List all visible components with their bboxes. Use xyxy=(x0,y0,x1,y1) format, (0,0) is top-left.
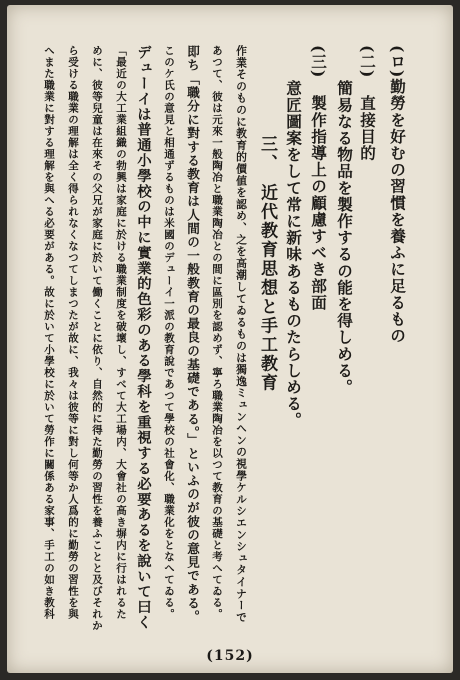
text-column: 簡易なる物品を製作するの能を得しめる。 xyxy=(335,80,354,396)
text-column: ら受ける職業の理解は全く得られなくなつてしまつたが故に、我々は彼等に對し何等か人爲的に勤勞の習性を與 xyxy=(67,45,79,620)
text-column: (ロ)勤勞を好むの習慣を養ふに足るもの xyxy=(388,45,407,344)
text-column: へまた職業に對する理解を與へる必要がある。故に於いて小學校に於いて勞作に關係ある家事、手工の如き教科 xyxy=(43,45,55,620)
text-column: あつて、彼は元來一般陶冶と職業陶冶との間に區別を認めず、寧ろ職業陶冶を以つて教育の基礎と考へてゐる。 xyxy=(211,45,223,620)
text-column: 意匠圖案をして常に新味あるものたらしめる。 xyxy=(284,80,303,429)
text-column: デューイは普通小學校の中に實業的色彩のある學科を重視する必要あるを說いて曰く xyxy=(135,45,152,631)
text-column: (三) 製作指導上の顧慮すべき部面 xyxy=(309,45,328,311)
section-heading: 三、 近代教育思想と手工教育 xyxy=(257,135,277,393)
text-column: (二) 直接目的 xyxy=(358,45,377,162)
book-page xyxy=(7,5,453,673)
text-column: 作業そのものに教育的價値を認め、之を高潮してゐるものは獨逸ミュンヘンの視學ケルシエンシュタイナーで xyxy=(235,45,248,624)
page-number: (152) xyxy=(206,648,254,664)
text-column: このケ氏の意見と相通ずるものは米國のデューイ一派の教育說であつて學校の社會化、職業化をとなへてゐる。 xyxy=(163,45,175,620)
text-column: 「最近の大工業組織の勃興は家庭に於ける職業制度を破壞し、すべて大工場内、大會社の高き塀内に行はれるた xyxy=(115,45,127,620)
text-column: 即ち「職分に對する教育は人間の一般教育の最良の基礎である。」といふのが彼の意見である。 xyxy=(185,45,200,624)
text-column: めに、彼等兒童は在來その父兄が家庭に於いて働くことに依り、自然的に得た勤勞の習性を養ふことと及びそれか xyxy=(91,45,103,632)
